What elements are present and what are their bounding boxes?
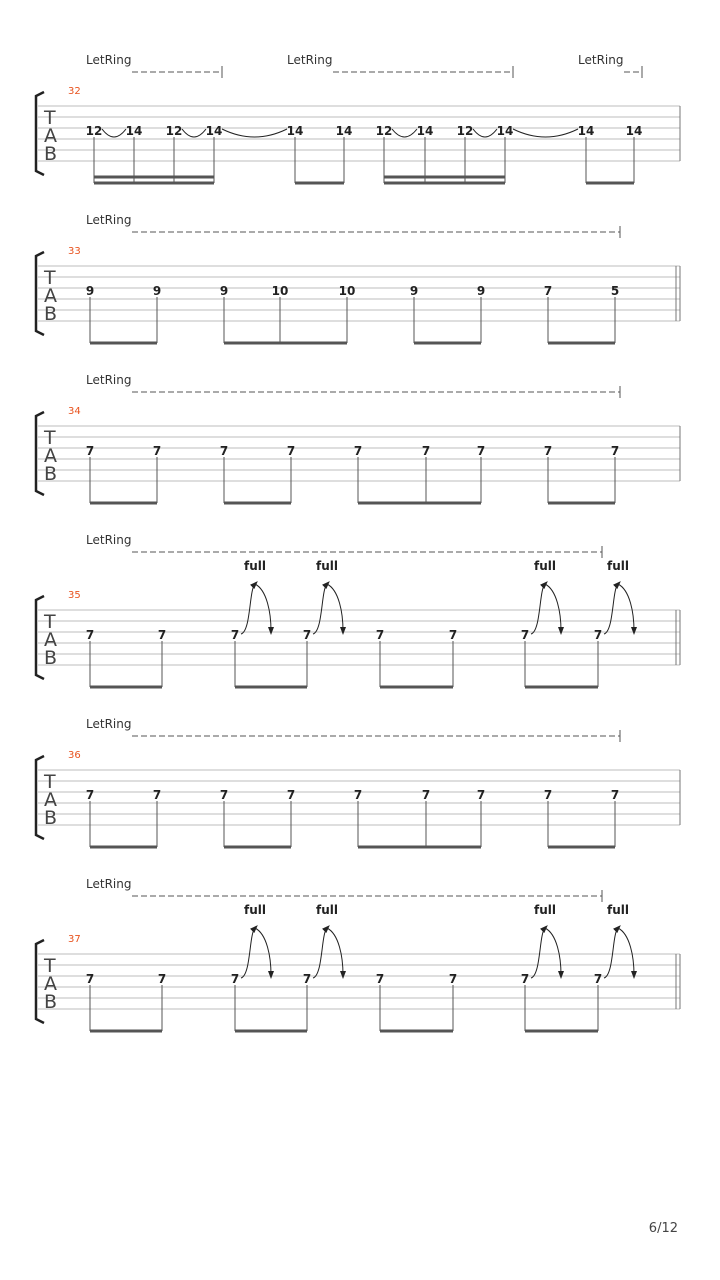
- fret-number: 14: [125, 124, 143, 138]
- fret-number: 7: [448, 628, 458, 642]
- fret-number: 7: [421, 788, 431, 802]
- bend-label: full: [244, 903, 266, 917]
- fret-number: 7: [520, 628, 530, 642]
- bend-release-arrow: [327, 928, 343, 975]
- fret-number: 9: [85, 284, 95, 298]
- measure-number: 35: [68, 590, 81, 601]
- fret-number: 9: [476, 284, 486, 298]
- staff-bracket: [36, 596, 44, 679]
- fret-number: 7: [286, 444, 296, 458]
- measure-number: 37: [68, 934, 81, 945]
- tab-clef-letter: A: [44, 125, 57, 147]
- bend-up-arrow: [604, 584, 618, 634]
- staff-bracket: [36, 756, 44, 839]
- fret-number: 7: [230, 628, 240, 642]
- bend-up-arrow: [241, 928, 255, 978]
- tab-clef-letter: A: [44, 629, 57, 651]
- bend-release-arrow: [545, 584, 561, 631]
- fret-number: 7: [610, 444, 620, 458]
- measure-number: 36: [68, 750, 81, 761]
- fret-number: 14: [577, 124, 595, 138]
- bend-up-arrow: [604, 928, 618, 978]
- tab-clef-letter: T: [44, 267, 56, 289]
- tab-clef-letter: T: [44, 611, 56, 633]
- tab-clef-letter: A: [44, 973, 57, 995]
- bend-release-arrow: [618, 584, 634, 631]
- fret-number: 7: [286, 788, 296, 802]
- bend-label: full: [316, 903, 338, 917]
- fret-number: 7: [448, 972, 458, 986]
- staff-bracket: [36, 252, 44, 335]
- fret-number: 7: [520, 972, 530, 986]
- fret-number: 14: [625, 124, 643, 138]
- fret-number: 9: [409, 284, 419, 298]
- bend-up-arrow: [241, 584, 255, 634]
- bend-up-arrow: [531, 584, 545, 634]
- letring-label: LetRing: [86, 213, 132, 227]
- fret-number: 7: [593, 628, 603, 642]
- bend-release-arrow: [618, 928, 634, 975]
- fret-number: 12: [375, 124, 393, 138]
- fret-number: 7: [476, 444, 486, 458]
- bend-release-arrow: [327, 584, 343, 631]
- slur-arc: [513, 129, 578, 137]
- fret-number: 7: [375, 628, 385, 642]
- tab-clef-letter: T: [44, 955, 56, 977]
- bend-release-arrow: [255, 928, 271, 975]
- fret-number: 14: [335, 124, 353, 138]
- bend-up-arrow: [313, 584, 327, 634]
- bend-label: full: [534, 559, 556, 573]
- letring-label: LetRing: [86, 717, 132, 731]
- fret-number: 7: [543, 444, 553, 458]
- letring-label: LetRing: [86, 53, 132, 67]
- tab-clef-letter: A: [44, 285, 57, 307]
- letring-label: LetRing: [86, 877, 132, 891]
- fret-number: 9: [219, 284, 229, 298]
- bend-label: full: [534, 903, 556, 917]
- fret-number: 12: [165, 124, 183, 138]
- fret-number: 7: [593, 972, 603, 986]
- fret-number: 12: [456, 124, 474, 138]
- bend-label: full: [607, 903, 629, 917]
- fret-number: 10: [271, 284, 289, 298]
- fret-number: 14: [496, 124, 514, 138]
- slur-arc: [392, 129, 417, 137]
- fret-number: 9: [152, 284, 162, 298]
- fret-number: 7: [543, 284, 553, 298]
- fret-number: 7: [375, 972, 385, 986]
- slur-arc: [102, 129, 126, 137]
- fret-number: 7: [157, 628, 167, 642]
- letring-label: LetRing: [287, 53, 333, 67]
- bend-label: full: [607, 559, 629, 573]
- fret-number: 12: [85, 124, 103, 138]
- slur-arc: [222, 129, 287, 137]
- fret-number: 7: [353, 788, 363, 802]
- fret-number: 7: [152, 788, 162, 802]
- tab-clef-letter: B: [44, 143, 58, 165]
- bend-up-arrow: [313, 928, 327, 978]
- fret-number: 7: [85, 444, 95, 458]
- fret-number: 7: [85, 788, 95, 802]
- tab-clef-letter: B: [44, 807, 58, 829]
- fret-number: 7: [302, 628, 312, 642]
- tab-clef-letter: B: [44, 647, 58, 669]
- tab-clef-letter: A: [44, 445, 57, 467]
- tab-clef-letter: B: [44, 991, 58, 1013]
- bend-up-arrow: [531, 928, 545, 978]
- fret-number: 5: [610, 284, 620, 298]
- staff-bracket: [36, 92, 44, 175]
- fret-number: 7: [353, 444, 363, 458]
- page-number: 6/12: [648, 1221, 678, 1236]
- fret-number: 14: [286, 124, 304, 138]
- slur-arc: [182, 129, 206, 137]
- fret-number: 7: [219, 788, 229, 802]
- measure-number: 32: [68, 86, 81, 97]
- bend-label: full: [244, 559, 266, 573]
- tab-clef-letter: T: [44, 771, 56, 793]
- tab-clef-letter: B: [44, 463, 58, 485]
- letring-label: LetRing: [86, 533, 132, 547]
- fret-number: 10: [338, 284, 356, 298]
- measure-number: 33: [68, 246, 81, 257]
- fret-number: 14: [416, 124, 434, 138]
- fret-number: 7: [230, 972, 240, 986]
- bend-release-arrow: [255, 584, 271, 631]
- bend-release-arrow: [545, 928, 561, 975]
- fret-number: 7: [543, 788, 553, 802]
- tab-clef-letter: T: [44, 427, 56, 449]
- staff-bracket: [36, 940, 44, 1023]
- fret-number: 7: [476, 788, 486, 802]
- fret-number: 7: [610, 788, 620, 802]
- tab-clef-letter: T: [44, 107, 56, 129]
- fret-number: 7: [302, 972, 312, 986]
- fret-number: 7: [152, 444, 162, 458]
- fret-number: 7: [421, 444, 431, 458]
- fret-number: 7: [219, 444, 229, 458]
- fret-number: 7: [157, 972, 167, 986]
- bend-label: full: [316, 559, 338, 573]
- fret-number: 7: [85, 628, 95, 642]
- slur-arc: [473, 129, 497, 137]
- fret-number: 7: [85, 972, 95, 986]
- letring-label: LetRing: [578, 53, 624, 67]
- tab-clef-letter: B: [44, 303, 58, 325]
- letring-label: LetRing: [86, 373, 132, 387]
- fret-number: 14: [205, 124, 223, 138]
- staff-bracket: [36, 412, 44, 495]
- measure-number: 34: [68, 406, 81, 417]
- tab-clef-letter: A: [44, 789, 57, 811]
